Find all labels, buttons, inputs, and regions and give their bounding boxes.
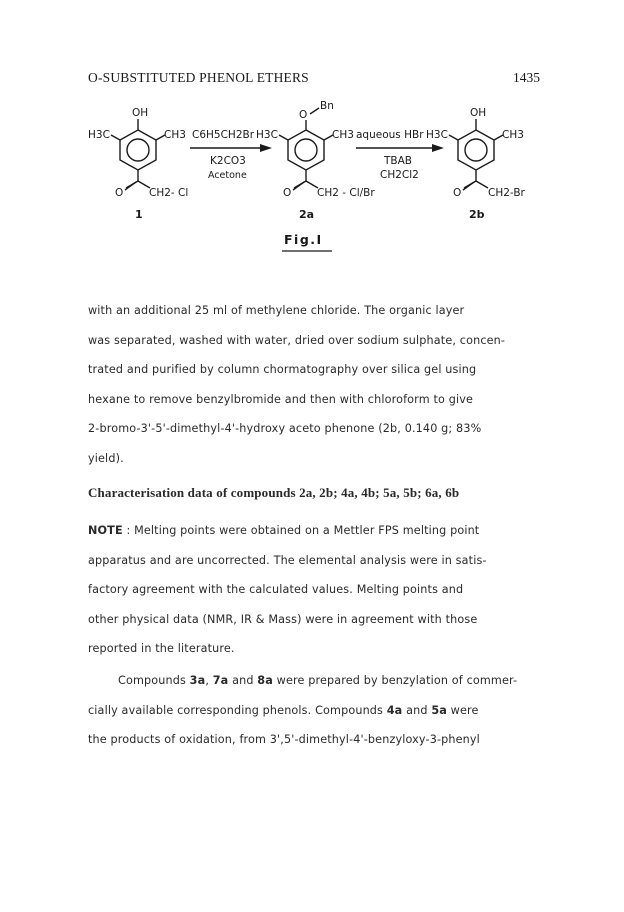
- step1-reagent-above: C6H5CH2Br: [192, 129, 255, 141]
- running-title: O-SUBSTITUTED PHENOL ETHERS: [88, 70, 309, 85]
- compound-1-label: 1: [135, 208, 143, 221]
- paragraph-workup: [88, 296, 540, 473]
- arrow-2-head: [432, 144, 444, 152]
- reaction-scheme-svg: [84, 98, 544, 278]
- compound-2a-ketone-o: O: [283, 187, 292, 199]
- paragraph-line: apparatus and are uncorrected. The elemental analysis were in satis-: [88, 553, 487, 567]
- compound-2b-ring: [458, 130, 494, 170]
- compound-1-ring: [120, 130, 156, 170]
- paragraph-compounds: [88, 666, 540, 755]
- step2-reagent-above: aqueous HBr: [356, 129, 424, 141]
- paragraph-line: was separated, washed with water, dried over sodium sulphate, concen-: [88, 333, 506, 347]
- paragraph-line: other physical data (NMR, IR & Mass) were in agreement with those: [88, 612, 478, 626]
- compound-2a-o: O: [299, 109, 308, 121]
- compound-2a-ch2x: CH2 - Cl/Br: [317, 187, 375, 199]
- compound-2a-ch3: CH3: [332, 129, 354, 141]
- note-paragraph: [88, 516, 540, 664]
- compound-ref: 4a: [386, 703, 403, 717]
- paragraph-line: with an additional 25 ml of methylene chloride. The organic layer: [88, 304, 465, 317]
- paragraph-line: trated and purified by column chormatography over silica gel using: [88, 363, 477, 376]
- figure-label: Fig.I: [284, 232, 323, 247]
- compound-ref: 7a: [212, 674, 229, 687]
- reaction-scheme: [84, 98, 544, 278]
- compound-1-ketone-o: O: [115, 187, 124, 199]
- compound-2b-ch3: CH3: [502, 129, 524, 141]
- paragraph-line: 2-bromo-3'-5'-dimethyl-4'-hydroxy aceto phenone (2b, 0.140 g; 83%: [88, 422, 482, 435]
- compound-1-aromatic-circle: [127, 139, 149, 161]
- compound-ref: 8a: [257, 674, 273, 687]
- paragraph-line: cially available corresponding phenols. Compounds 4a and 5a were: [88, 703, 479, 717]
- paragraph-line: yield).: [88, 451, 124, 465]
- compound-2a-aromatic-circle: [295, 139, 317, 161]
- section-heading: Characterisation data of compounds 2a, 2b; 4a, 4b; 5a, 5b; 6a, 6b: [88, 485, 460, 500]
- compound-2a-h3c: H3C: [256, 129, 278, 141]
- compound-2b-ch2br: CH2-Br: [488, 187, 525, 199]
- arrow-1-head: [260, 144, 272, 152]
- compound-ref: 5a: [431, 703, 447, 717]
- compound-2a-label: 2a: [299, 208, 315, 221]
- page-header: [88, 70, 540, 90]
- page-number: 1435: [513, 70, 540, 85]
- compound-2b-h3c: H3C: [426, 129, 448, 141]
- paragraph-line: [88, 516, 540, 546]
- paragraph-line: factory agreement with the calculated values. Melting points and: [88, 583, 464, 596]
- step1-reagent-below-1: K2CO3: [210, 155, 246, 167]
- paragraph-line: the products of oxidation, from 3',5'-dimethyl-4'-benzyloxy-3-phenyl: [88, 733, 480, 746]
- compound-1-ch3: CH3: [164, 129, 186, 141]
- note-label: NOTE: [88, 524, 123, 537]
- step1-reagent-below-2: Acetone: [208, 170, 247, 181]
- compound-1-oh: OH: [132, 107, 149, 119]
- compound-2a-ring: [288, 130, 324, 170]
- compound-2b-ketone-o: O: [453, 187, 462, 199]
- paragraph-line: Compounds 3a, 7a and 8a were prepared by benzylation of commer-: [118, 674, 518, 687]
- compound-1-h3c: H3C: [88, 129, 110, 141]
- compound-1-ch2cl: CH2- Cl: [149, 187, 189, 199]
- note-text: : Melting points were obtained on a Mettler FPS melting point: [122, 524, 480, 537]
- paragraph-line: hexane to remove benzylbromide and then with chloroform to give: [88, 392, 474, 406]
- compound-2b-oh: OH: [470, 107, 487, 119]
- step2-reagent-below-2: CH2Cl2: [380, 169, 419, 181]
- compound-2b-label: 2b: [469, 208, 485, 221]
- compound-2b-aromatic-circle: [465, 139, 487, 161]
- paragraph-line: reported in the literature.: [88, 642, 235, 655]
- compound-ref: 3a: [189, 674, 206, 687]
- step2-reagent-below-1: TBAB: [384, 155, 413, 167]
- compound-2a-bn: Bn: [320, 100, 334, 112]
